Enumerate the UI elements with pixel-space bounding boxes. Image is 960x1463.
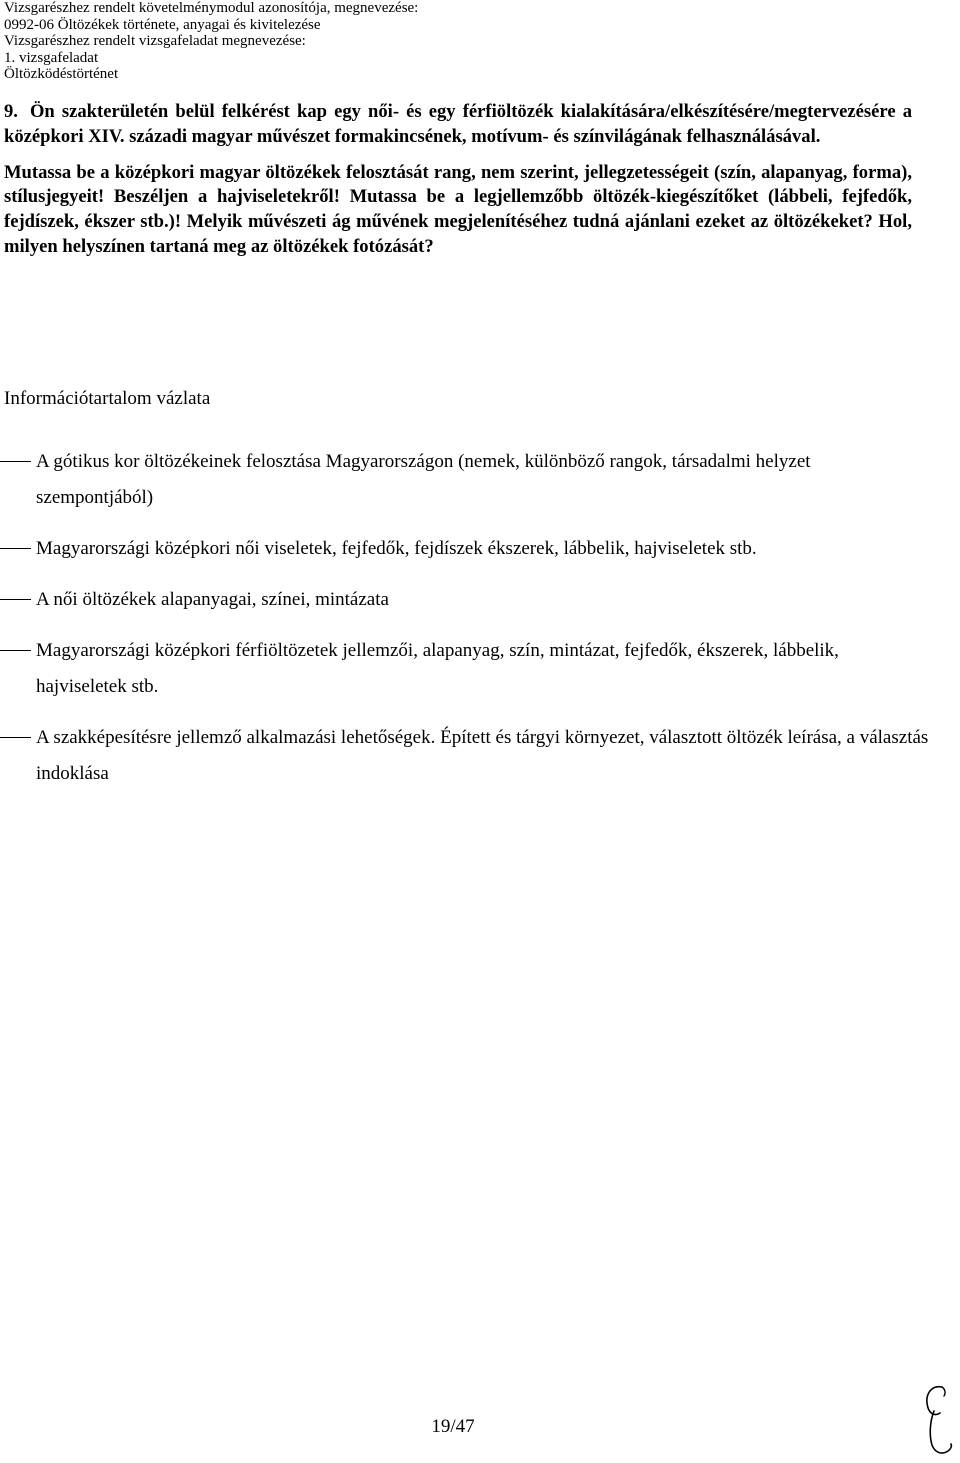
question-title: Ön szakterületén belül felkérést kap egy női- és egy férfiöltözék kialakítására/elkészítésére/megtervezésére a középkori XIV. századi magyar művészet formakincsének, motívum- és színvilágának felhasználásával.: [4, 101, 912, 147]
dash-bullet-icon: [0, 599, 31, 600]
outline-list: [0, 444, 930, 807]
exam-question: [4, 100, 912, 260]
outline-item-text: A gótikus kor öltözékeinek felosztása Magyarországon (nemek, különböző rangok, társadalmi helyzet szempontjából): [36, 451, 811, 508]
dash-bullet-icon: [0, 737, 31, 738]
header-module-name: 0992-06 Öltözékek története, anyagai és kivitelezése: [4, 16, 321, 33]
dash-bullet-icon: [0, 548, 31, 549]
outline-item-text: A szakképesítésre jellemző alkalmazási lehetőségek. Épített és tárgyi környezet, választott öltözék leírása, a választás indoklása: [36, 727, 929, 784]
dash-bullet-icon: [0, 461, 31, 462]
list-item: [0, 531, 930, 567]
list-item: [0, 720, 930, 792]
list-item: [0, 633, 930, 705]
outline-item-text: Magyarországi középkori férfiöltözetek jellemzői, alapanyag, szín, mintázat, fejfedők, ékszerek, lábbelik, hajviseletek stb.: [36, 640, 839, 697]
header-task-label: Vizsgarészhez rendelt vizsgafeladat megnevezése:: [4, 33, 306, 49]
dash-bullet-icon: [0, 650, 31, 651]
list-item: [0, 444, 930, 516]
page-number: 19/47: [431, 1416, 475, 1437]
header-task-number: 1. vizsgafeladat: [4, 49, 99, 66]
question-title-paragraph: [4, 100, 912, 150]
outline-item-text: Magyarországi középkori női viseletek, fejfedők, fejdíszek ékszerek, lábbelik, hajviseletek stb.: [36, 538, 757, 559]
header-module-label: Vizsgarészhez rendelt követelménymodul azonosítója, megnevezése:: [4, 0, 419, 16]
outline-title: Információtartalom vázlata: [4, 388, 211, 409]
question-number: 9.: [4, 101, 18, 122]
header-task-name: Öltözködéstörténet: [4, 66, 119, 82]
outline-item-text: A női öltözékek alapanyagai, színei, mintázata: [36, 589, 389, 610]
list-item: [0, 582, 930, 618]
handwritten-signature-icon: [918, 1383, 954, 1459]
question-body: Mutassa be a középkori magyar öltözékek felosztását rang, nem szerint, jellegzetességeit (szín, alapanyag, forma), stílusjegyeit! Beszéljen a hajviseletekről! Mutassa be a legjellemzőbb öltözék-kiegészítőket (lábbeli, fejfedők, fejdíszek, ékszer stb.)! Melyik művészeti ág művének megjelenítéséhez tudná ajánlani ezeket az öltözékeket? Hol, milyen helyszínen tartaná meg az öltözékek fotózását?: [4, 161, 912, 257]
document-header: [4, 0, 418, 83]
